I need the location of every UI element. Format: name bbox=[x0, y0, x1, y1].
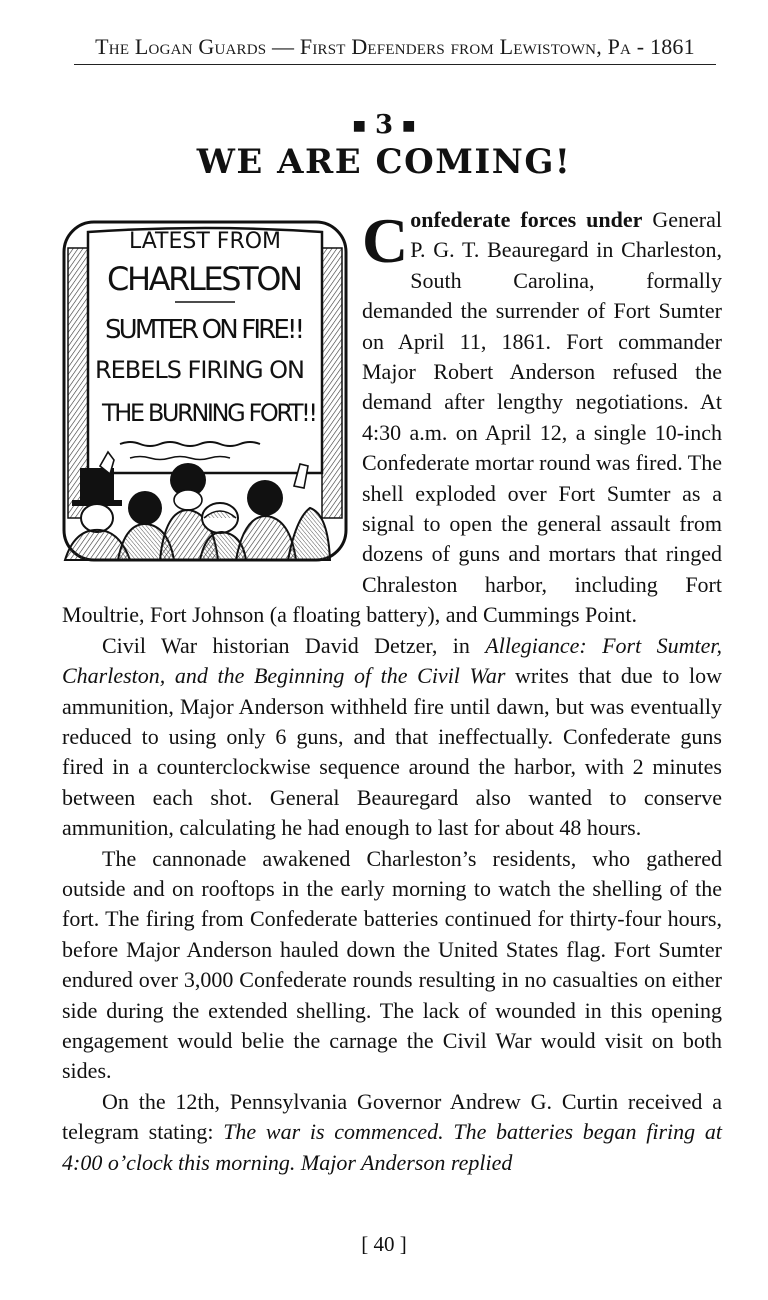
lead-in-words: onfederate forces under bbox=[410, 207, 643, 232]
paragraph-4-text: On the 12th, Pennsylvania Governor Andrew G. Curtin received a telegram stating: bbox=[62, 1088, 722, 1145]
ornament-left: ■ bbox=[352, 118, 366, 134]
paragraph-2 bbox=[62, 631, 722, 844]
paragraph-2-text-b: writes that due to low ammunition, Major Anderson withheld fire until dawn, but was eventually reduced to using only 6 guns, and that ineffectually. Confederate guns fired in a counterclockwise sequence around the harbor, with 2 minutes between each shot. General Beauregard also wanted to conserve ammunition, calculating he had enough to last for about 48 hours. bbox=[62, 663, 722, 841]
chapter-title: WE ARE COMING! bbox=[196, 142, 572, 182]
telegram-quote: The war is commenced. The batteries began firing at 4:00 o’clock this morning. Major Anderson replied bbox=[62, 1119, 722, 1175]
board-line-3: SUMTER ON FIRE!! bbox=[105, 315, 305, 345]
board-line-5: THE BURNING FORT!! bbox=[102, 399, 318, 427]
article-body bbox=[62, 205, 722, 1178]
chapter-number-value: 3 bbox=[374, 110, 394, 140]
book-title: Allegiance: Fort Sumter, Charleston, and the Beginning of the Civil War bbox=[62, 632, 722, 689]
paragraph-4 bbox=[62, 1087, 722, 1178]
paragraph-2-text-a: Civil War historian David Detzer, in bbox=[102, 632, 486, 658]
illustration-wrap-space bbox=[62, 205, 362, 583]
running-head: The Logan Guards — First Defenders from Lewistown, Pa - 1861 bbox=[95, 34, 695, 59]
board-line-4: REBELS FIRING ON bbox=[95, 356, 305, 384]
header-rule bbox=[74, 64, 716, 65]
drop-cap: C bbox=[362, 205, 409, 276]
paragraph-3: The cannonade awakened Charleston’s residents, who gathered outside and on rooftops in the early morning to watch the shelling of the fort. The firing from Confederate batteries continued for thirty-four hours, before Major Anderson hauled down the United States flag. Fort Sumter endured over 3,000 Confederate rounds resulting in no casualties on either side during the extended shelling. The lack of wounded in this opening engagement would belie the carnage the Civil War would visit on both sides. bbox=[62, 845, 722, 1084]
board-line-1: LATEST FROM bbox=[128, 229, 282, 254]
page-number: [ 40 ] bbox=[361, 1232, 407, 1256]
ornament-right: ■ bbox=[402, 118, 416, 134]
board-line-2: CHARLESTON bbox=[107, 260, 303, 298]
chapter-number bbox=[0, 110, 768, 140]
paragraph-1-text: General P. G. T. Beauregard in Charleston, South Carolina, formally demanded the surrender of Fort Sumter on April 11, 1861. Fort commander Major Robert Anderson refused the demand after lengthy negotiations. At 4:30 a.m. on April 12, a single 10-inch Confederate mortar round was fired. The shell exploded over Fort Sumter as a signal to open the general assault from dozens of guns and mortars that ringed Chraleston harbor, including Fort Moultrie, Fort Johnson (a floating battery), and Cummings Point. bbox=[62, 207, 723, 628]
